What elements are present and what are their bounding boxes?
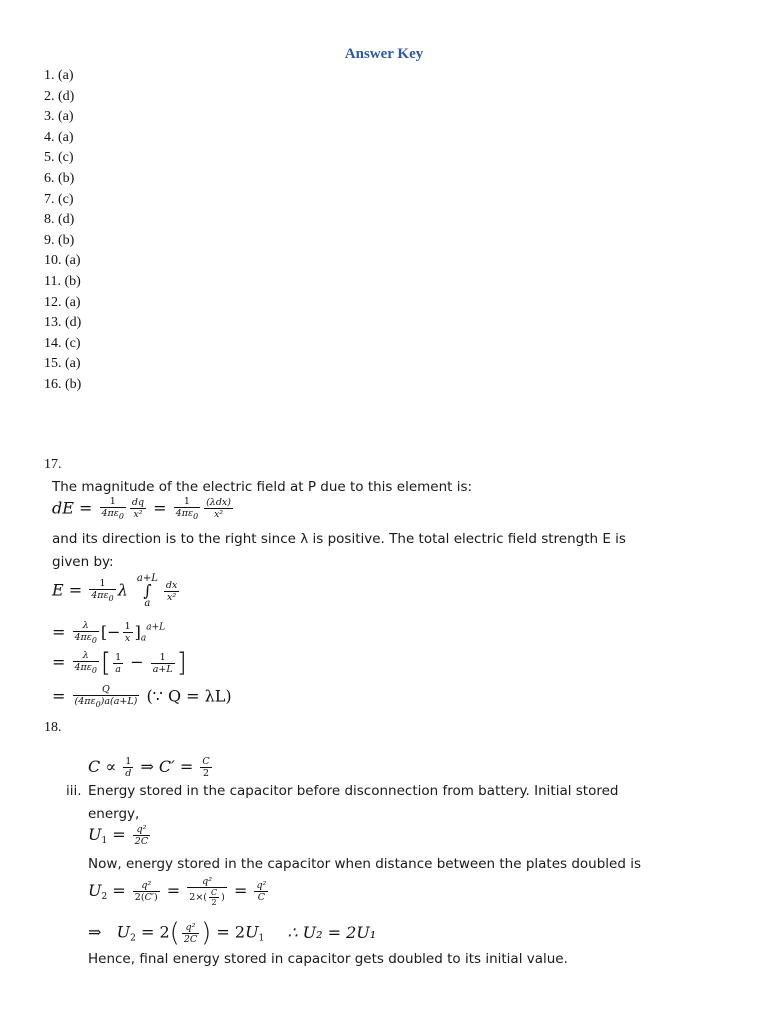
- q17-equation-dE: dE = $\frac{1}{4\pi\varepsilon_0}$ $\frac{dq}{\text{x²}}$ = $\frac{1}{4\pi\varepsilon_0}$ $\frac{\text{(λdx)}}{\text{x²}}$: [52, 496, 231, 521]
- answer-item: 2. (d): [44, 88, 75, 104]
- q18-final-text: Hence, final energy stored in capacitor gets doubled to its initial value.: [88, 951, 568, 967]
- q17-reason: (∵ Q = λL): [146, 686, 232, 706]
- answer-item: 7. (c): [44, 191, 74, 207]
- answer-item: 12. (a): [44, 294, 81, 310]
- q17-text-line2: and its direction is to the right since λ is positive. The total electric field strength E is: [52, 531, 626, 547]
- q18-equation-U2: $U_2$ = $\frac{\text{q²}}{2(C')}$ = q² 2×( $\frac{C}{2}$ ) = $\frac{\text{q²}}{C}$: [88, 876, 267, 907]
- answer-item: 11. (b): [44, 273, 81, 289]
- q18-item-label: iii.: [66, 783, 82, 799]
- question-17-number: 17.: [44, 457, 62, 472]
- answer-item: 14. (c): [44, 335, 81, 351]
- q17-text-line3: given by:: [52, 554, 114, 570]
- answer-item: 8. (d): [44, 212, 75, 228]
- q17-equation-step3: = $\frac{Q}{(4\pi\varepsilon_0)a(a+L)}$ (∵ Q = λL): [52, 684, 232, 709]
- question-18-number: 18.: [44, 720, 62, 735]
- answer-item: 6. (b): [44, 170, 75, 186]
- q18-text-line1: Energy stored in the capacitor before disconnection from battery. Initial stored: [88, 783, 619, 799]
- answer-item: 3. (a): [44, 109, 74, 125]
- page-title: Answer Key: [344, 46, 424, 62]
- q18-conclusion: ∴ U₂ = 2U₁: [287, 922, 377, 942]
- q18-equation-result: ⇒ $U_2 = 2$( $\frac{\text{q²}}{2C}$ ) = $2U_1$ ∴ U₂ = 2U₁: [88, 918, 377, 948]
- q18-equation-U1: $U_1$ = $\frac{\text{q²}}{2C}$: [88, 824, 149, 847]
- answer-item: 16. (b): [44, 376, 82, 392]
- answer-item: 13. (d): [44, 315, 82, 331]
- q18-text-line2: energy,: [88, 806, 140, 822]
- answer-item: 15. (a): [44, 356, 81, 372]
- q17-text-line1: The magnitude of the electric field at P due to this element is:: [52, 479, 473, 495]
- q17-equation-E: E = $\frac{1}{4\pi\varepsilon_0}$ λ a+L ∫ a $\frac{dx}{\text{x²}}$: [52, 573, 178, 609]
- q18-text-line3: Now, energy stored in the capacitor when distance between the plates doubled is: [88, 856, 641, 872]
- answer-item: 10. (a): [44, 253, 81, 269]
- q18-equation-capacitance: C ∝ $\frac{1}{d}$ ⇒ C′ = $\frac{C}{2}$: [88, 756, 210, 779]
- q17-equation-step2: = $\frac{\lambda}{4\pi\varepsilon_0}$ [ $\frac{1}{a}$ − $\frac{1}{a+L}$ ]: [52, 648, 187, 678]
- answer-item: 9. (b): [44, 232, 75, 248]
- answer-list: [44, 66, 81, 396]
- answer-item: 5. (c): [44, 150, 74, 166]
- q17-equation-step1: = $\frac{\lambda}{4\pi\varepsilon_0}$ [− $\frac{1}{x}$ ]$_a^{a+L}$: [52, 620, 166, 645]
- answer-item: 1. (a): [44, 68, 74, 83]
- answer-item: 4. (a): [44, 129, 74, 145]
